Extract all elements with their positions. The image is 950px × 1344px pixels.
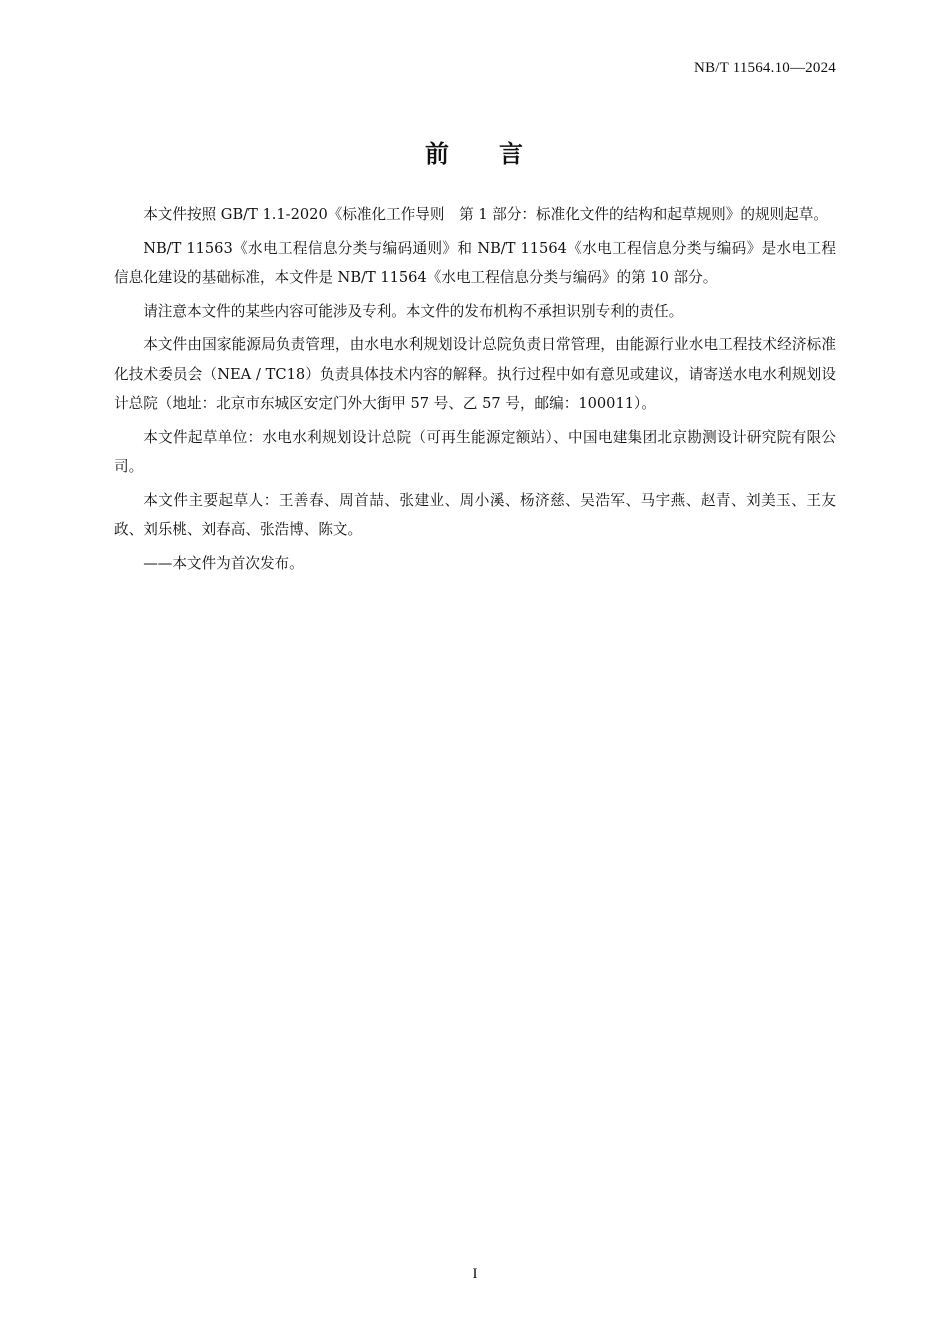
paragraph-patent-notice: 请注意本文件的某些内容可能涉及专利。本文件的发布机构不承担识别专利的责任。 bbox=[143, 302, 684, 320]
page-title-char-2: 言 bbox=[499, 140, 525, 168]
preface-body bbox=[114, 200, 836, 582]
standard-code: NB/T 11564.10—2024 bbox=[694, 60, 836, 76]
paragraph-drafting-rules: 本文件按照 GB/T 1.1-2020《标准化工作导则 第 1 部分：标准化文件的结构和起草规则》的规则起草。 bbox=[143, 206, 828, 223]
paragraph-standard-relation: NB/T 11563《水电工程信息分类与编码通则》和 NB/T 11564《水电工程信息分类与编码》是水电工程信息化建设的基础标准，本文件是 NB/T 11564《水电工程信息分类与编码》的第 10 部分。 bbox=[114, 239, 836, 286]
paragraph-drafting-units: 本文件起草单位：水电水利规划设计总院（可再生能源定额站）、中国电建集团北京勘测设计研究院有限公司。 bbox=[114, 428, 836, 475]
page-title-char-1: 前 bbox=[425, 140, 451, 168]
page-number: I bbox=[472, 1266, 478, 1282]
paragraph-management: 本文件由国家能源局负责管理，由水电水利规划设计总院负责日常管理，由能源行业水电工程技术经济标准化技术委员会（NEA / TC18）负责具体技术内容的解释。执行过程中如有意见或建议，请寄送水电水利规划设计总院（地址：北京市东城区安定门外大街甲 57 号、乙 57 号，邮编：100011）。 bbox=[114, 336, 836, 412]
page-title bbox=[0, 134, 950, 169]
paragraph-first-release: ——本文件为首次发布。 bbox=[143, 554, 304, 572]
paragraph-drafters: 本文件主要起草人：王善春、周首喆、张建业、周小溪、杨济慈、吴浩军、马宇燕、赵青、刘美玉、王友政、刘乐桃、刘春高、张浩博、陈文。 bbox=[114, 491, 836, 538]
